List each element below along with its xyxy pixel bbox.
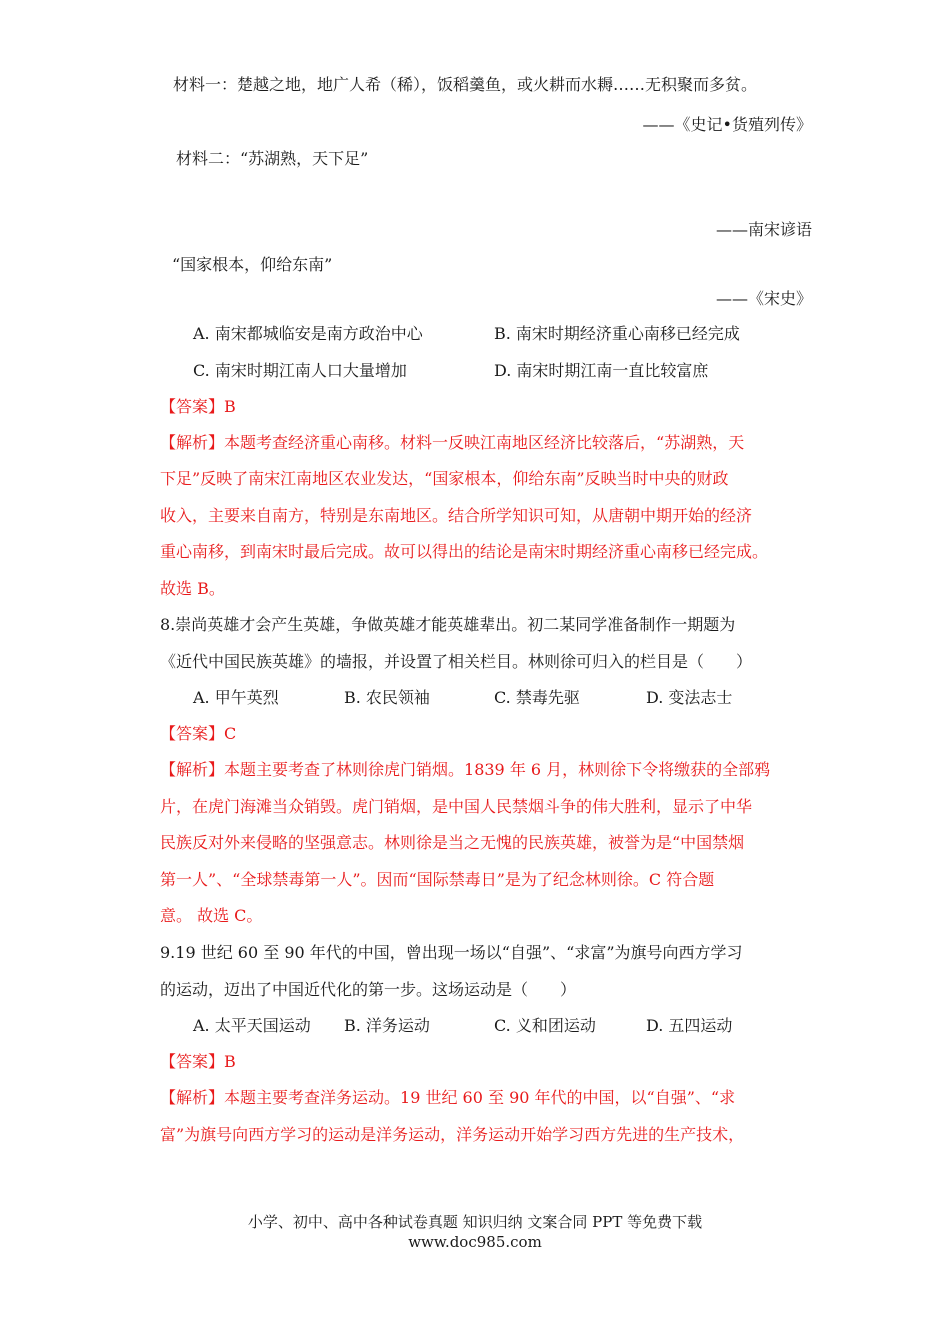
q8-analysis-line-5: 意。 故选 C。 xyxy=(160,906,263,925)
answer-value: B xyxy=(224,397,236,416)
q7-option-b: B. 南宋时期经济重心南移已经完成 xyxy=(494,324,740,343)
q7-option-a: A. 南宋都城临安是南方政治中心 xyxy=(193,324,423,343)
q7-answer xyxy=(160,396,236,418)
q8-option-c: C. 禁毒先驱 xyxy=(494,688,580,707)
q9-stem-line-2: 的运动，迈出了中国近代化的第一步。这场运动是（ ） xyxy=(160,980,577,999)
q8-option-a: A. 甲午英烈 xyxy=(193,688,279,707)
q7-analysis-line-3: 收入，主要来自南方，特别是东南地区。结合所学知识可知，从唐朝中期开始的经济 xyxy=(160,506,753,525)
answer-label: 【答案】 xyxy=(160,724,225,743)
q9-analysis-line-1 xyxy=(160,1087,735,1109)
q9-option-b: B. 洋务运动 xyxy=(344,1016,430,1035)
q9-option-d: D. 五四运动 xyxy=(646,1016,733,1035)
q8-analysis-line-2: 片，在虎门海滩当众销毁。虎门销烟，是中国人民禁烟斗争的伟大胜利，显示了中华 xyxy=(160,797,753,816)
answer-value: B xyxy=(224,1052,236,1071)
analysis-label: 【解析】 xyxy=(160,1088,225,1107)
answer-value: C xyxy=(224,724,237,743)
analysis-label: 【解析】 xyxy=(160,433,225,452)
material-2-text: 材料二：“苏湖熟，天下足” xyxy=(176,149,369,168)
q8-analysis-line-3: 民族反对外来侵略的坚强意志。林则徐是当之无愧的民族英雄，被誉为是“中国禁烟 xyxy=(160,833,745,852)
material-1-source: ——《史记•货殖列传》 xyxy=(642,115,812,134)
answer-label: 【答案】 xyxy=(160,397,225,416)
analysis-text: 本题主要考查洋务运动。19 世纪 60 至 90 年代的中国，以“自强”、“求 xyxy=(224,1088,736,1107)
q8-option-d: D. 变法志士 xyxy=(646,688,733,707)
q8-stem-line-2: 《近代中国民族英雄》的墙报，并设置了相关栏目。林则徐可归入的栏目是（ ） xyxy=(160,652,753,671)
q8-stem-line-1: 8.崇尚英雄才会产生英雄，争做英雄才能英雄辈出。初二某同学准备制作一期题为 xyxy=(160,615,736,634)
q7-analysis-line-2: 下足”反映了南宋江南地区农业发达，“国家根本，仰给东南”反映当时中央的财政 xyxy=(160,469,729,488)
analysis-text: 本题考查经济重心南移。材料一反映江南地区经济比较落后，“苏湖熟，天 xyxy=(224,433,745,452)
material-2-source: ——南宋谚语 xyxy=(715,220,812,239)
material-1-text: 材料一：楚越之地，地广人希（稀），饭稻羹鱼，或火耕而水耨……无积聚而多贫。 xyxy=(173,75,758,94)
material-2-quote: “国家根本，仰给东南” xyxy=(172,255,333,274)
q8-answer xyxy=(160,723,236,745)
q7-option-d: D. 南宋时期江南一直比较富庶 xyxy=(494,361,709,380)
q7-option-c: C. 南宋时期江南人口大量增加 xyxy=(193,361,407,380)
q9-option-a: A. 太平天国运动 xyxy=(193,1016,311,1035)
q7-analysis-line-5: 故选 B。 xyxy=(160,579,225,598)
q9-option-c: C. 义和团运动 xyxy=(494,1016,596,1035)
q8-option-b: B. 农民领袖 xyxy=(344,688,430,707)
analysis-text: 本题主要考查了林则徐虎门销烟。1839 年 6 月，林则徐下令将缴获的全部鸦 xyxy=(224,760,771,779)
q8-analysis-line-4: 第一人”、“全球禁毒第一人”。因而“国际禁毒日”是为了纪念林则徐。C 符合题 xyxy=(160,870,715,889)
footer-line-1: 小学、初中、高中各种试卷真题 知识归纳 文案合同 PPT 等免费下载 xyxy=(247,1213,703,1231)
material-2-source-2: ——《宋史》 xyxy=(715,289,812,308)
q8-analysis-line-1 xyxy=(160,759,770,781)
q9-answer xyxy=(160,1051,236,1073)
q7-analysis-line-4: 重心南移，到南宋时最后完成。故可以得出的结论是南宋时期经济重心南移已经完成。 xyxy=(160,542,769,561)
q9-stem-line-1: 9.19 世纪 60 至 90 年代的中国，曾出现一场以“自强”、“求富”为旗号向西方学习 xyxy=(160,943,743,962)
q7-analysis-line-1 xyxy=(160,432,744,454)
answer-label: 【答案】 xyxy=(160,1052,225,1071)
q9-analysis-line-2: 富”为旗号向西方学习的运动是洋务运动，洋务运动开始学习西方先进的生产技术， xyxy=(160,1125,745,1144)
footer-url[interactable]: www.doc985.com xyxy=(408,1233,542,1251)
analysis-label: 【解析】 xyxy=(160,760,225,779)
